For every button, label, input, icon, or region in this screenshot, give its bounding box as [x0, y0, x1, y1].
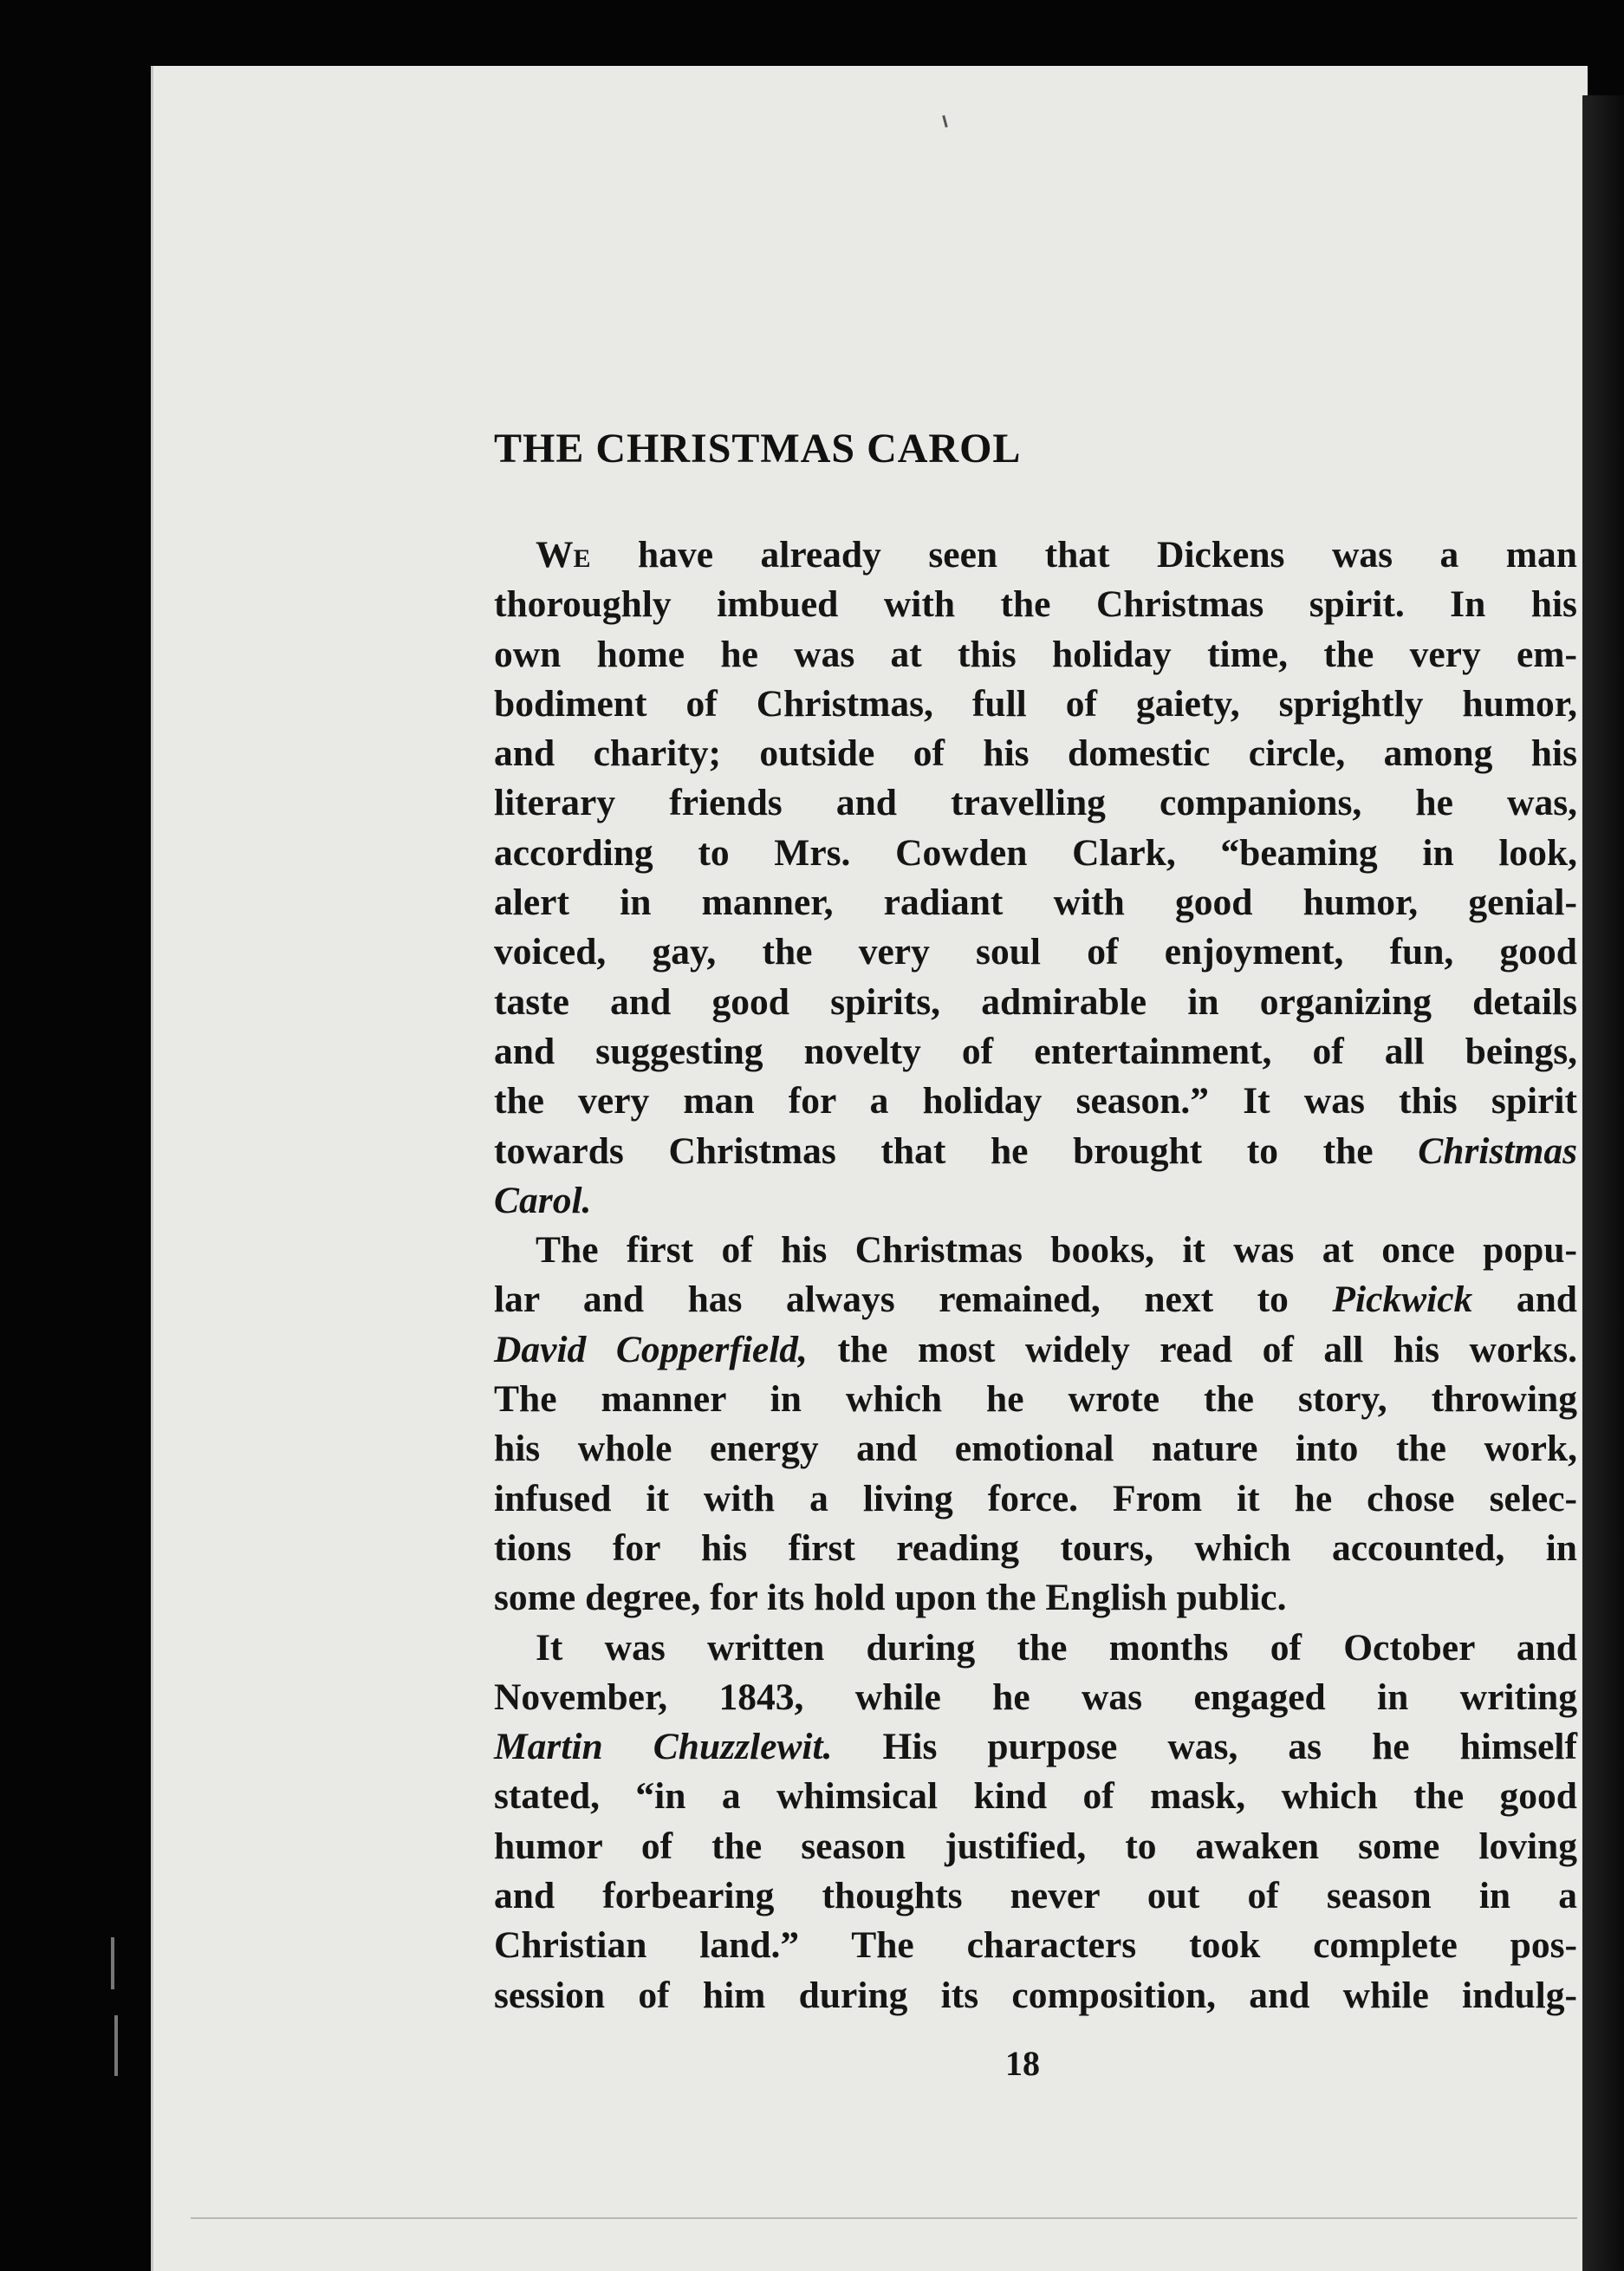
chapter-title: THE CHRISTMAS CAROL: [494, 426, 1022, 472]
text-line: lar and has always remained, next to Pickwick and: [494, 1279, 1577, 1321]
text-line: thoroughly imbued with the Christmas spirit. In his: [494, 583, 1577, 626]
text-line: some degree, for its hold upon the English public.: [494, 1577, 1287, 1619]
text-line: Christian land.” The characters took complete pos-: [494, 1924, 1577, 1967]
text-line: David Copperfield, the most widely read of all his works.: [494, 1328, 1577, 1370]
text-line: Martin Chuzzlewit. His purpose was, as he himself: [494, 1726, 1577, 1768]
text-line: and charity; outside of his domestic circle, among his: [494, 732, 1577, 775]
paragraph-1: [494, 530, 1577, 1226]
text-line: We have already seen that Dickens was a man: [536, 534, 1577, 576]
text-line: alert in manner, radiant with good humor, genial-: [494, 882, 1577, 924]
text-line: and suggesting novelty of entertainment, of all beings,: [494, 1030, 1577, 1072]
text-line: taste and good spirits, admirable in organizing details: [494, 980, 1577, 1023]
page-number: 18: [1005, 2044, 1040, 2083]
italic-title: Martin Chuzzlewit.: [494, 1726, 833, 1768]
text-line: voiced, gay, the very soul of enjoyment, fun, good: [494, 931, 1577, 973]
text-line: the very man for a holiday season.” It was this spirit: [494, 1080, 1577, 1122]
text-line: bodiment of Christmas, full of gaiety, sprightly humor,: [494, 682, 1577, 725]
page-bottom-rule: [191, 2217, 1577, 2219]
text-line: his whole energy and emotional nature into the work,: [494, 1428, 1577, 1470]
text-line: humor of the season justified, to awaken some loving: [494, 1825, 1577, 1867]
italic-title: Pickwick: [1332, 1279, 1473, 1321]
text-line: and forbearing thoughts never out of season in a: [494, 1875, 1577, 1917]
text-line: It was written during the months of October and: [536, 1626, 1577, 1669]
text-line: towards Christmas that he brought to the Christmas: [494, 1129, 1577, 1172]
italic-title: Christmas: [1418, 1129, 1577, 1172]
text-line: infused it with a living force. From it he chose selec-: [494, 1477, 1577, 1519]
text-line: according to Mrs. Cowden Clark, “beaming in look,: [494, 831, 1577, 874]
text-line: stated, “in a whimsical kind of mask, which the good: [494, 1775, 1577, 1818]
page-edge-shadow: [1582, 95, 1624, 2271]
text-line: The manner in which he wrote the story, throwing: [494, 1378, 1577, 1421]
text-line: [494, 1176, 1577, 1226]
text-line: session of him during its composition, and while indulg-: [494, 1974, 1577, 2016]
italic-title: Carol.: [494, 1179, 592, 1221]
scan-artifact: [114, 2015, 118, 2076]
paragraph-2: [494, 1226, 1577, 1623]
text-line: literary friends and travelling companions, he was,: [494, 782, 1577, 824]
chapter-body-text: [494, 530, 1577, 2020]
text-line: The first of his Christmas books, it was at once popu-: [536, 1229, 1577, 1272]
text-line: own home he was at this holiday time, the very em-: [494, 633, 1577, 675]
text-line: tions for his first reading tours, which accounted, in: [494, 1526, 1577, 1569]
italic-title: David Copperfield,: [494, 1328, 808, 1370]
scan-artifact: [111, 1937, 114, 1989]
text-line: November, 1843, while he was engaged in writing: [494, 1676, 1577, 1718]
paragraph-3: [494, 1624, 1577, 2020]
